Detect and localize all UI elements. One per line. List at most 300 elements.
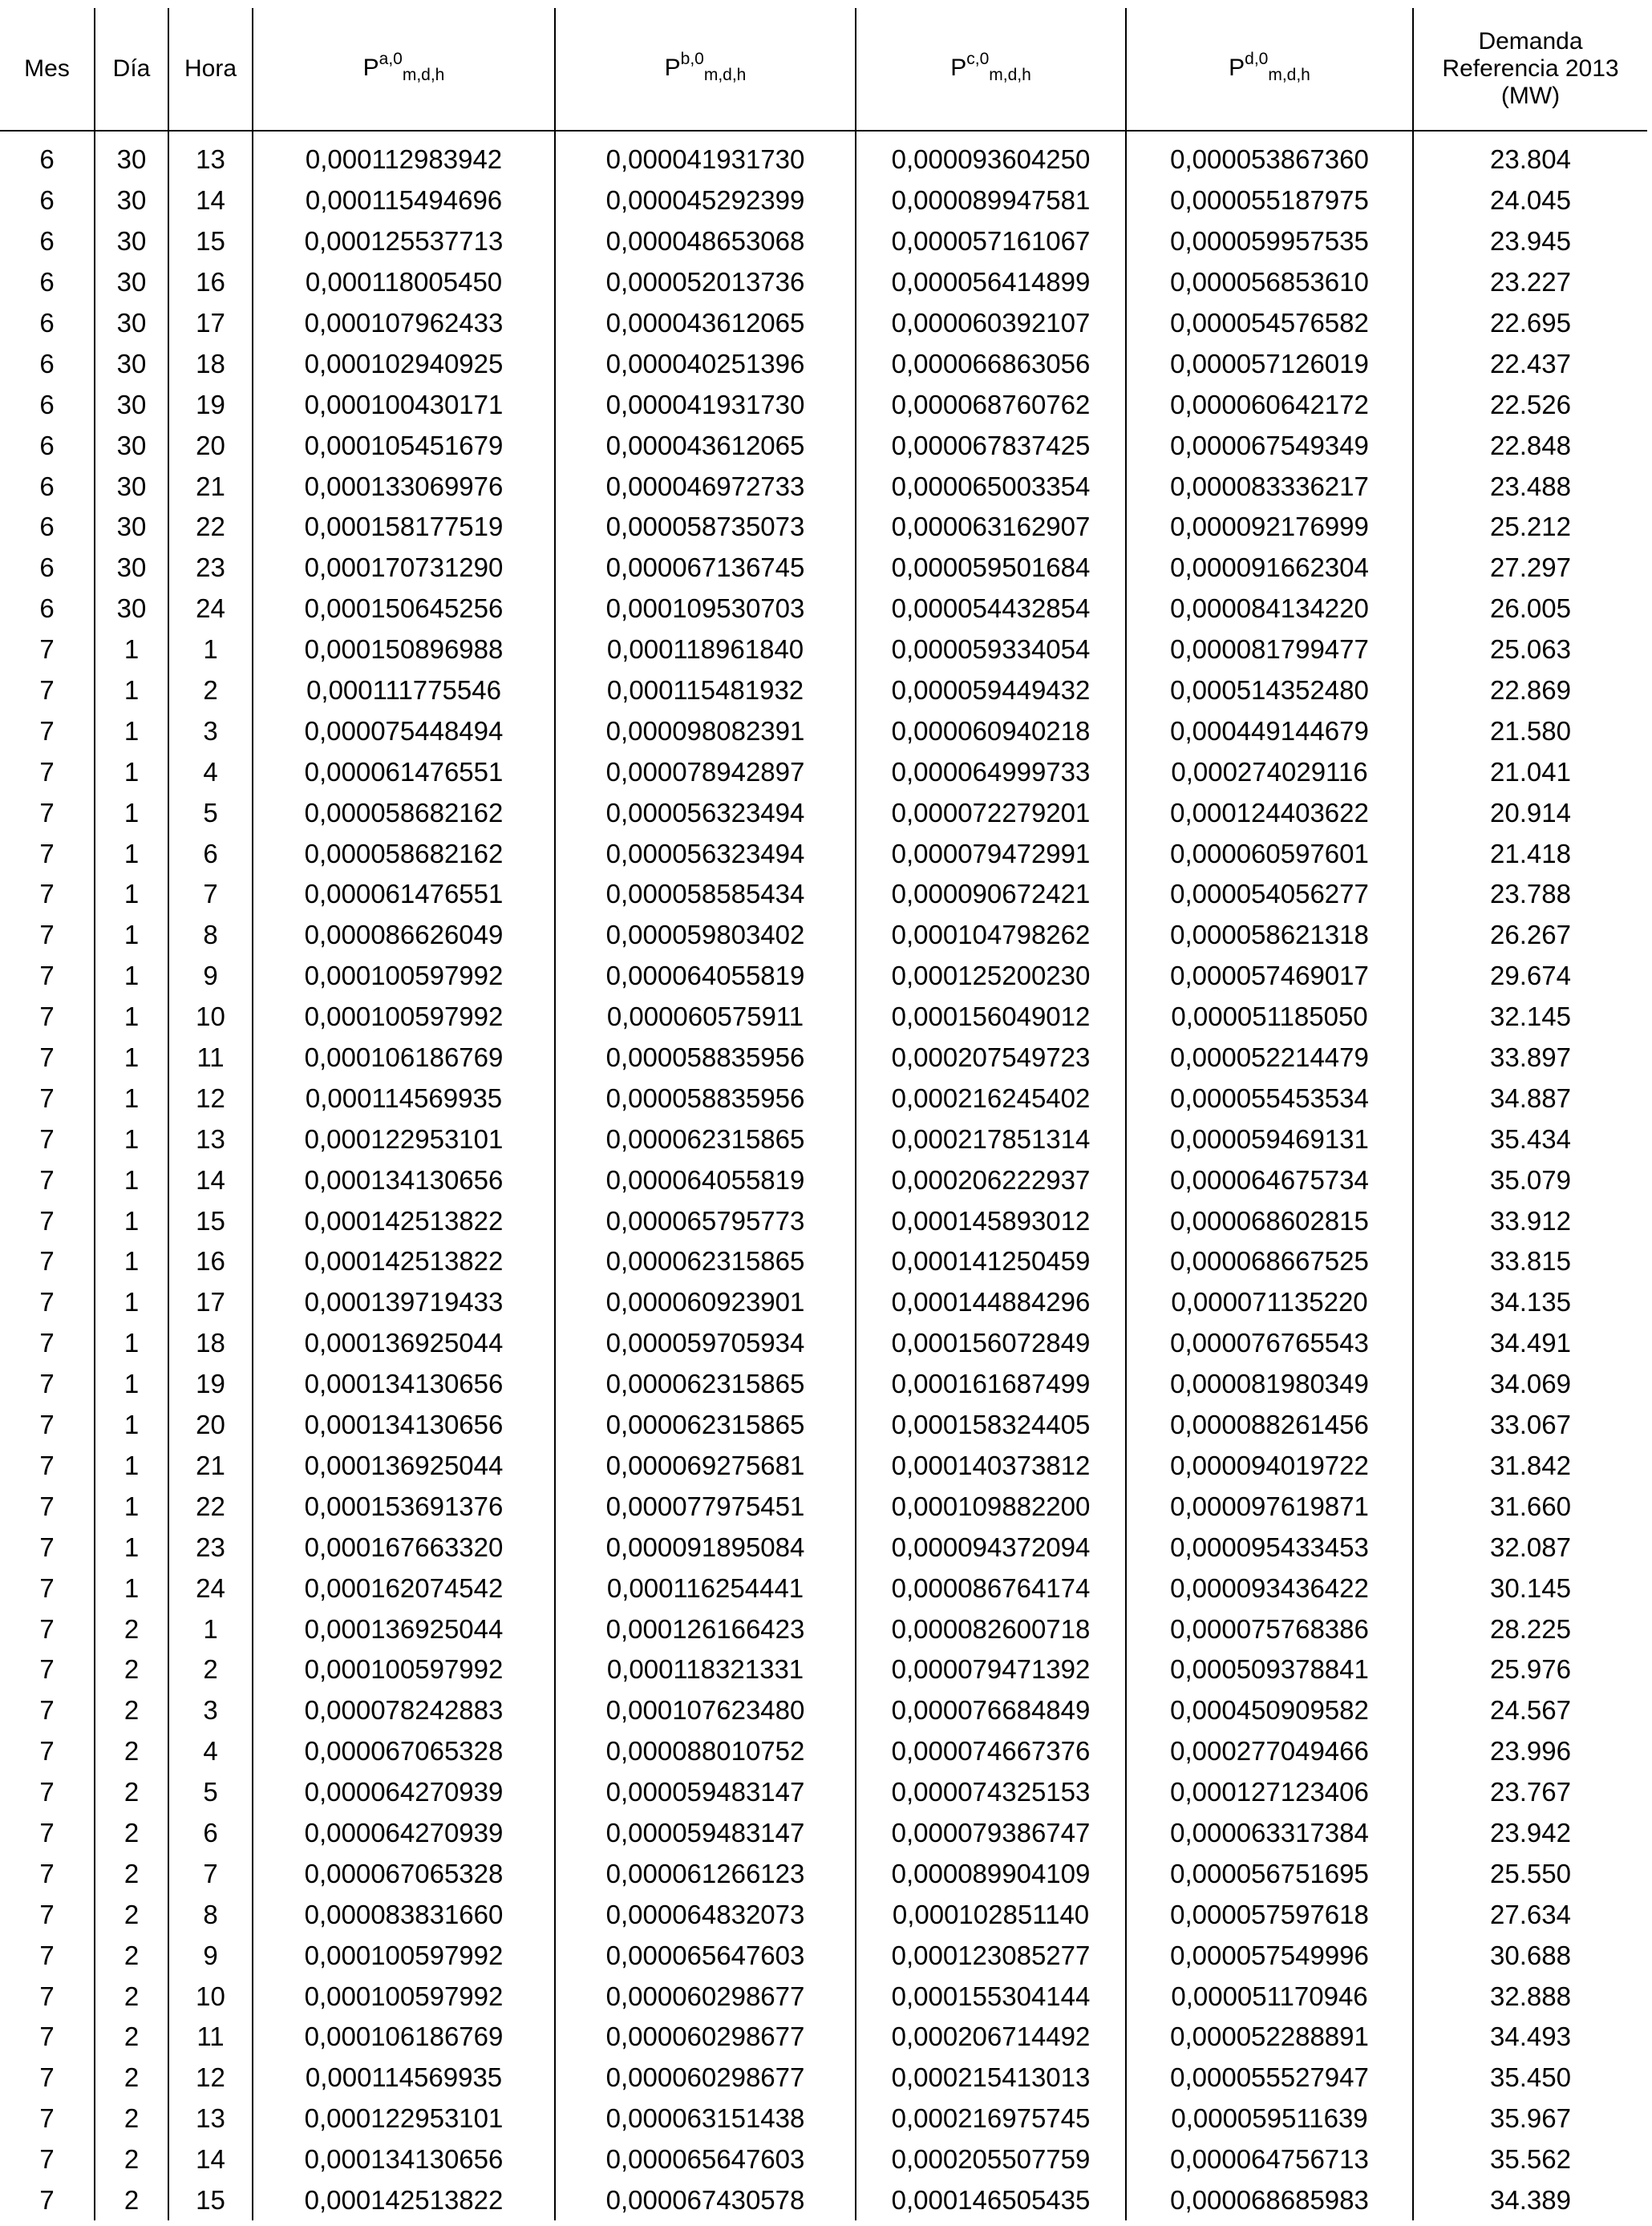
header-pa-base: P <box>362 54 379 81</box>
cell-pc: 0,000145893012 <box>856 1200 1126 1241</box>
cell-demanda: 34.135 <box>1413 1282 1647 1323</box>
table-row <box>0 180 1647 221</box>
table-row <box>0 1690 1647 1731</box>
cell-pb: 0,000078942897 <box>555 751 856 792</box>
cell-pd: 0,000514352480 <box>1126 670 1413 711</box>
cell-mes: 7 <box>39 1042 55 1073</box>
cell-dia: 30 <box>95 466 168 507</box>
cell-dia: 30 <box>95 131 168 180</box>
cell-pa: 0,000105451679 <box>253 425 555 466</box>
cell-hora: 4 <box>168 1731 253 1772</box>
table-row <box>0 1078 1647 1119</box>
cell-hora: 10 <box>168 1976 253 2017</box>
cell-pc: 0,000094372094 <box>856 1527 1126 1568</box>
cell-mes: 7 <box>39 1410 55 1440</box>
cell-mes: 7 <box>39 1083 55 1113</box>
cell-pb: 0,000061266123 <box>555 1853 856 1894</box>
cell-dia: 1 <box>95 1405 168 1446</box>
header-pa <box>253 8 555 131</box>
table-row <box>0 956 1647 997</box>
cell-dia: 2 <box>95 1813 168 1854</box>
cell-mes: 7 <box>39 1654 55 1685</box>
cell-dia: 2 <box>95 2017 168 2058</box>
cell-pa: 0,000064270939 <box>253 1772 555 1813</box>
cell-pb: 0,000045292399 <box>555 180 856 221</box>
cell-dia: 30 <box>95 589 168 629</box>
cell-hora: 5 <box>168 1772 253 1813</box>
header-demanda-line1: Demanda <box>1478 28 1583 55</box>
cell-pa: 0,000142513822 <box>253 2180 555 2221</box>
cell-pa: 0,000142513822 <box>253 1241 555 1282</box>
header-pb-sub: m,d,h <box>703 65 747 84</box>
table-row <box>0 1160 1647 1200</box>
table-row <box>0 1976 1647 2017</box>
cell-dia: 2 <box>95 2180 168 2221</box>
cell-dia: 2 <box>95 2099 168 2139</box>
cell-mes: 6 <box>39 185 55 216</box>
table-row <box>0 466 1647 507</box>
cell-pc: 0,000104798262 <box>856 915 1126 956</box>
cell-pb: 0,000060298677 <box>555 2058 856 2099</box>
header-pb-sup: b,0 <box>680 49 704 68</box>
cell-dia: 1 <box>95 915 168 956</box>
table-row <box>0 2139 1647 2180</box>
cell-pc: 0,000144884296 <box>856 1282 1126 1323</box>
cell-pd: 0,000091662304 <box>1126 548 1413 589</box>
cell-demanda: 32.145 <box>1413 997 1647 1038</box>
cell-pd: 0,000059469131 <box>1126 1119 1413 1160</box>
cell-pa: 0,000136925044 <box>253 1446 555 1487</box>
table-row <box>0 792 1647 833</box>
cell-dia: 30 <box>95 384 168 425</box>
cell-mes: 7 <box>39 2103 55 2134</box>
cell-pa: 0,000100597992 <box>253 1976 555 2017</box>
cell-pa: 0,000086626049 <box>253 915 555 956</box>
cell-pa: 0,000061476551 <box>253 874 555 915</box>
cell-demanda: 23.804 <box>1413 131 1647 180</box>
cell-mes: 7 <box>39 1164 55 1195</box>
cell-mes: 6 <box>39 267 55 297</box>
header-pa-sub: m,d,h <box>402 65 445 84</box>
cell-dia: 1 <box>95 1568 168 1609</box>
cell-dia: 1 <box>95 792 168 833</box>
cell-demanda: 27.634 <box>1413 1894 1647 1935</box>
cell-pd: 0,000127123406 <box>1126 1772 1413 1813</box>
table-row <box>0 1200 1647 1241</box>
cell-pd: 0,000056751695 <box>1126 1853 1413 1894</box>
cell-mes: 7 <box>39 1287 55 1317</box>
table-row <box>0 303 1647 344</box>
cell-pa: 0,000122953101 <box>253 2099 555 2139</box>
cell-pc: 0,000125200230 <box>856 956 1126 997</box>
cell-dia: 1 <box>95 1038 168 1079</box>
cell-pb: 0,000064832073 <box>555 1894 856 1935</box>
cell-pc: 0,000206714492 <box>856 2017 1126 2058</box>
cell-hora: 20 <box>168 425 253 466</box>
cell-dia: 1 <box>95 710 168 751</box>
cell-pb: 0,000041931730 <box>555 131 856 180</box>
table-row <box>0 629 1647 670</box>
cell-mes: 6 <box>39 389 55 419</box>
cell-mes: 7 <box>39 1858 55 1888</box>
cell-demanda: 30.145 <box>1413 1568 1647 1609</box>
cell-pb: 0,000116254441 <box>555 1568 856 1609</box>
cell-dia: 2 <box>95 2058 168 2099</box>
cell-pb: 0,000067136745 <box>555 548 856 589</box>
cell-mes: 6 <box>39 348 55 378</box>
cell-hora: 15 <box>168 2180 253 2221</box>
cell-demanda: 33.897 <box>1413 1038 1647 1079</box>
cell-pc: 0,000146505435 <box>856 2180 1126 2221</box>
header-demanda-line3: (MW) <box>1500 83 1561 109</box>
table-row <box>0 343 1647 384</box>
cell-pb: 0,000091895084 <box>555 1527 856 1568</box>
cell-demanda: 23.788 <box>1413 874 1647 915</box>
cell-pd: 0,000051170946 <box>1126 1976 1413 2017</box>
cell-dia: 1 <box>95 1364 168 1405</box>
cell-pb: 0,000118961840 <box>555 629 856 670</box>
cell-pa: 0,000118005450 <box>253 262 555 303</box>
cell-demanda: 33.912 <box>1413 1200 1647 1241</box>
cell-pa: 0,000158177519 <box>253 507 555 548</box>
cell-pb: 0,000065647603 <box>555 1935 856 1976</box>
cell-hora: 12 <box>168 1078 253 1119</box>
cell-pd: 0,000068602815 <box>1126 1200 1413 1241</box>
cell-hora: 6 <box>168 1813 253 1854</box>
cell-demanda: 23.767 <box>1413 1772 1647 1813</box>
cell-hora: 9 <box>168 1935 253 1976</box>
cell-pc: 0,000068760762 <box>856 384 1126 425</box>
cell-demanda: 25.212 <box>1413 507 1647 548</box>
cell-dia: 30 <box>95 343 168 384</box>
cell-pc: 0,000089947581 <box>856 180 1126 221</box>
cell-pc: 0,000216975745 <box>856 2099 1126 2139</box>
cell-pc: 0,000140373812 <box>856 1446 1126 1487</box>
cell-pa: 0,000139719433 <box>253 1282 555 1323</box>
cell-demanda: 26.005 <box>1413 589 1647 629</box>
header-pd-sup: d,0 <box>1245 49 1269 68</box>
table-row <box>0 1568 1647 1609</box>
table-row <box>0 1405 1647 1446</box>
cell-demanda: 28.225 <box>1413 1609 1647 1649</box>
cell-pc: 0,000109882200 <box>856 1486 1126 1527</box>
cell-pd: 0,000094019722 <box>1126 1446 1413 1487</box>
cell-demanda: 35.434 <box>1413 1119 1647 1160</box>
cell-pd: 0,000055527947 <box>1126 2058 1413 2099</box>
cell-pb: 0,000058835956 <box>555 1078 856 1119</box>
cell-pd: 0,000095433453 <box>1126 1527 1413 1568</box>
cell-pb: 0,000052013736 <box>555 262 856 303</box>
cell-demanda: 35.450 <box>1413 2058 1647 2099</box>
cell-pa: 0,000122953101 <box>253 1119 555 1160</box>
cell-pb: 0,000056323494 <box>555 833 856 874</box>
cell-hora: 4 <box>168 751 253 792</box>
cell-demanda: 23.488 <box>1413 466 1647 507</box>
table-row <box>0 221 1647 262</box>
cell-demanda: 34.389 <box>1413 2180 1647 2221</box>
cell-mes: 7 <box>39 1450 55 1480</box>
cell-hora: 7 <box>168 874 253 915</box>
cell-pb: 0,000109530703 <box>555 589 856 629</box>
cell-pc: 0,000066863056 <box>856 343 1126 384</box>
cell-pd: 0,000450909582 <box>1126 1690 1413 1731</box>
cell-pd: 0,000052288891 <box>1126 2017 1413 2058</box>
cell-pd: 0,000449144679 <box>1126 710 1413 751</box>
cell-demanda: 22.437 <box>1413 343 1647 384</box>
cell-pb: 0,000056323494 <box>555 792 856 833</box>
cell-pd: 0,000056853610 <box>1126 262 1413 303</box>
cell-pb: 0,000088010752 <box>555 1731 856 1772</box>
cell-dia: 30 <box>95 221 168 262</box>
cell-demanda: 22.695 <box>1413 303 1647 344</box>
cell-demanda: 25.063 <box>1413 629 1647 670</box>
cell-dia: 30 <box>95 548 168 589</box>
table-row <box>0 131 1647 180</box>
table-row <box>0 1649 1647 1690</box>
cell-pa: 0,000115494696 <box>253 180 555 221</box>
cell-pb: 0,000062315865 <box>555 1364 856 1405</box>
cell-pa: 0,000134130656 <box>253 1160 555 1200</box>
cell-demanda: 30.688 <box>1413 1935 1647 1976</box>
cell-pd: 0,000097619871 <box>1126 1486 1413 1527</box>
cell-demanda: 34.887 <box>1413 1078 1647 1119</box>
table-row <box>0 1282 1647 1323</box>
cell-demanda: 22.869 <box>1413 670 1647 711</box>
cell-hora: 20 <box>168 1405 253 1446</box>
cell-hora: 24 <box>168 1568 253 1609</box>
cell-pc: 0,000057161067 <box>856 221 1126 262</box>
cell-dia: 1 <box>95 1486 168 1527</box>
cell-demanda: 20.914 <box>1413 792 1647 833</box>
table-row <box>0 1486 1647 1527</box>
cell-demanda: 35.967 <box>1413 2099 1647 2139</box>
cell-mes: 7 <box>39 1532 55 1562</box>
cell-pa: 0,000107962433 <box>253 303 555 344</box>
cell-pb: 0,000062315865 <box>555 1241 856 1282</box>
cell-pa: 0,000100597992 <box>253 1649 555 1690</box>
table-row <box>0 1853 1647 1894</box>
cell-pc: 0,000074325153 <box>856 1772 1126 1813</box>
cell-pc: 0,000089904109 <box>856 1853 1126 1894</box>
cell-pb: 0,000043612065 <box>555 303 856 344</box>
cell-pd: 0,000059511639 <box>1126 2099 1413 2139</box>
cell-pb: 0,000060298677 <box>555 1976 856 2017</box>
cell-pa: 0,000162074542 <box>253 1568 555 1609</box>
cell-pc: 0,000156072849 <box>856 1323 1126 1364</box>
cell-pb: 0,000069275681 <box>555 1446 856 1487</box>
cell-pc: 0,000082600718 <box>856 1609 1126 1649</box>
cell-demanda: 35.562 <box>1413 2139 1647 2180</box>
header-pd-base: P <box>1229 54 1245 81</box>
cell-pa: 0,000114569935 <box>253 2058 555 2099</box>
table-row <box>0 874 1647 915</box>
cell-pd: 0,000093436422 <box>1126 1568 1413 1609</box>
cell-pb: 0,000046972733 <box>555 466 856 507</box>
cell-dia: 2 <box>95 2139 168 2180</box>
cell-demanda: 27.297 <box>1413 548 1647 589</box>
cell-hora: 14 <box>168 2139 253 2180</box>
cell-pa: 0,000134130656 <box>253 2139 555 2180</box>
cell-pb: 0,000048653068 <box>555 221 856 262</box>
cell-pb: 0,000065795773 <box>555 1200 856 1241</box>
cell-pc: 0,000072279201 <box>856 792 1126 833</box>
cell-mes: 7 <box>39 1328 55 1358</box>
table-row <box>0 1119 1647 1160</box>
cell-pd: 0,000057469017 <box>1126 956 1413 997</box>
cell-pa: 0,000133069976 <box>253 466 555 507</box>
cell-pa: 0,000061476551 <box>253 751 555 792</box>
cell-demanda: 33.067 <box>1413 1405 1647 1446</box>
cell-pa: 0,000100597992 <box>253 997 555 1038</box>
cell-dia: 1 <box>95 833 168 874</box>
cell-dia: 1 <box>95 874 168 915</box>
cell-dia: 2 <box>95 1609 168 1649</box>
header-pc-sub: m,d,h <box>989 65 1031 84</box>
header-pd-sub: m,d,h <box>1268 65 1310 84</box>
cell-pc: 0,000216245402 <box>856 1078 1126 1119</box>
cell-pd: 0,000064756713 <box>1126 2139 1413 2180</box>
cell-demanda: 24.045 <box>1413 180 1647 221</box>
cell-dia: 2 <box>95 1894 168 1935</box>
cell-dia: 2 <box>95 1853 168 1894</box>
cell-pb: 0,000059803402 <box>555 915 856 956</box>
cell-hora: 1 <box>168 629 253 670</box>
cell-mes: 7 <box>39 1736 55 1767</box>
data-table <box>0 8 1647 2220</box>
cell-demanda: 32.888 <box>1413 1976 1647 2017</box>
cell-dia: 30 <box>95 425 168 466</box>
cell-demanda: 22.526 <box>1413 384 1647 425</box>
cell-pc: 0,000079471392 <box>856 1649 1126 1690</box>
cell-demanda: 21.580 <box>1413 710 1647 751</box>
cell-hora: 11 <box>168 1038 253 1079</box>
cell-mes: 7 <box>39 2022 55 2052</box>
cell-pd: 0,000054576582 <box>1126 303 1413 344</box>
cell-hora: 11 <box>168 2017 253 2058</box>
cell-pc: 0,000156049012 <box>856 997 1126 1038</box>
cell-pc: 0,000141250459 <box>856 1241 1126 1282</box>
cell-hora: 22 <box>168 507 253 548</box>
cell-dia: 2 <box>95 1976 168 2017</box>
cell-hora: 23 <box>168 548 253 589</box>
cell-hora: 21 <box>168 466 253 507</box>
cell-pd: 0,000076765543 <box>1126 1323 1413 1364</box>
cell-mes: 6 <box>39 552 55 583</box>
cell-demanda: 21.041 <box>1413 751 1647 792</box>
cell-pb: 0,000060923901 <box>555 1282 856 1323</box>
cell-pc: 0,000086764174 <box>856 1568 1126 1609</box>
cell-pb: 0,000064055819 <box>555 1160 856 1200</box>
table-row <box>0 1731 1647 1772</box>
cell-pc: 0,000064999733 <box>856 751 1126 792</box>
header-pc-base: P <box>950 54 967 81</box>
cell-hora: 18 <box>168 343 253 384</box>
table-row <box>0 710 1647 751</box>
cell-mes: 7 <box>39 920 55 950</box>
cell-mes: 7 <box>39 1613 55 1644</box>
cell-dia: 1 <box>95 629 168 670</box>
header-pb-base: P <box>664 54 681 81</box>
cell-mes: 7 <box>39 2184 55 2215</box>
cell-pd: 0,000057126019 <box>1126 343 1413 384</box>
cell-pc: 0,000123085277 <box>856 1935 1126 1976</box>
cell-pb: 0,000065647603 <box>555 2139 856 2180</box>
cell-hora: 13 <box>168 1119 253 1160</box>
table-row <box>0 1935 1647 1976</box>
cell-demanda: 22.848 <box>1413 425 1647 466</box>
cell-pb: 0,000063151438 <box>555 2099 856 2139</box>
cell-pd: 0,000064675734 <box>1126 1160 1413 1200</box>
cell-pa: 0,000102940925 <box>253 343 555 384</box>
cell-hora: 1 <box>168 1609 253 1649</box>
cell-pc: 0,000074667376 <box>856 1731 1126 1772</box>
cell-mes: 7 <box>39 1695 55 1726</box>
cell-mes: 7 <box>39 1981 55 2011</box>
cell-hora: 16 <box>168 262 253 303</box>
cell-hora: 24 <box>168 589 253 629</box>
cell-pb: 0,000067430578 <box>555 2180 856 2221</box>
cell-demanda: 23.942 <box>1413 1813 1647 1854</box>
cell-mes: 7 <box>39 634 55 665</box>
header-pb <box>555 8 856 131</box>
table-row <box>0 997 1647 1038</box>
cell-pc: 0,000059501684 <box>856 548 1126 589</box>
cell-demanda: 29.674 <box>1413 956 1647 997</box>
cell-pc: 0,000158324405 <box>856 1405 1126 1446</box>
cell-demanda: 24.567 <box>1413 1690 1647 1731</box>
table-row <box>0 1241 1647 1282</box>
table-row <box>0 833 1647 874</box>
cell-pb: 0,000118321331 <box>555 1649 856 1690</box>
cell-demanda: 33.815 <box>1413 1241 1647 1282</box>
cell-dia: 1 <box>95 1241 168 1282</box>
cell-dia: 1 <box>95 956 168 997</box>
table-row <box>0 1038 1647 1079</box>
cell-mes: 6 <box>39 430 55 460</box>
cell-pd: 0,000058621318 <box>1126 915 1413 956</box>
cell-pc: 0,000054432854 <box>856 589 1126 629</box>
cell-hora: 17 <box>168 1282 253 1323</box>
cell-pa: 0,000142513822 <box>253 1200 555 1241</box>
cell-mes: 7 <box>39 756 55 787</box>
cell-pb: 0,000060575911 <box>555 997 856 1038</box>
cell-mes: 7 <box>39 2144 55 2175</box>
cell-hora: 3 <box>168 710 253 751</box>
cell-pb: 0,000126166423 <box>555 1609 856 1649</box>
cell-pa: 0,000150896988 <box>253 629 555 670</box>
cell-pd: 0,000067549349 <box>1126 425 1413 466</box>
cell-pc: 0,000093604250 <box>856 131 1126 180</box>
cell-dia: 30 <box>95 303 168 344</box>
cell-demanda: 23.945 <box>1413 221 1647 262</box>
cell-pb: 0,000058585434 <box>555 874 856 915</box>
cell-pa: 0,000111775546 <box>253 670 555 711</box>
cell-dia: 2 <box>95 1731 168 1772</box>
cell-demanda: 35.079 <box>1413 1160 1647 1200</box>
cell-hora: 13 <box>168 2099 253 2139</box>
cell-pb: 0,000107623480 <box>555 1690 856 1731</box>
header-demanda <box>1413 8 1647 131</box>
cell-pc: 0,000155304144 <box>856 1976 1126 2017</box>
cell-pa: 0,000112983942 <box>253 131 555 180</box>
cell-pa: 0,000170731290 <box>253 548 555 589</box>
cell-demanda: 25.550 <box>1413 1853 1647 1894</box>
cell-pa: 0,000064270939 <box>253 1813 555 1854</box>
cell-pb: 0,000115481932 <box>555 670 856 711</box>
cell-mes: 6 <box>39 471 55 501</box>
cell-hora: 6 <box>168 833 253 874</box>
header-pa-sup: a,0 <box>379 49 403 68</box>
